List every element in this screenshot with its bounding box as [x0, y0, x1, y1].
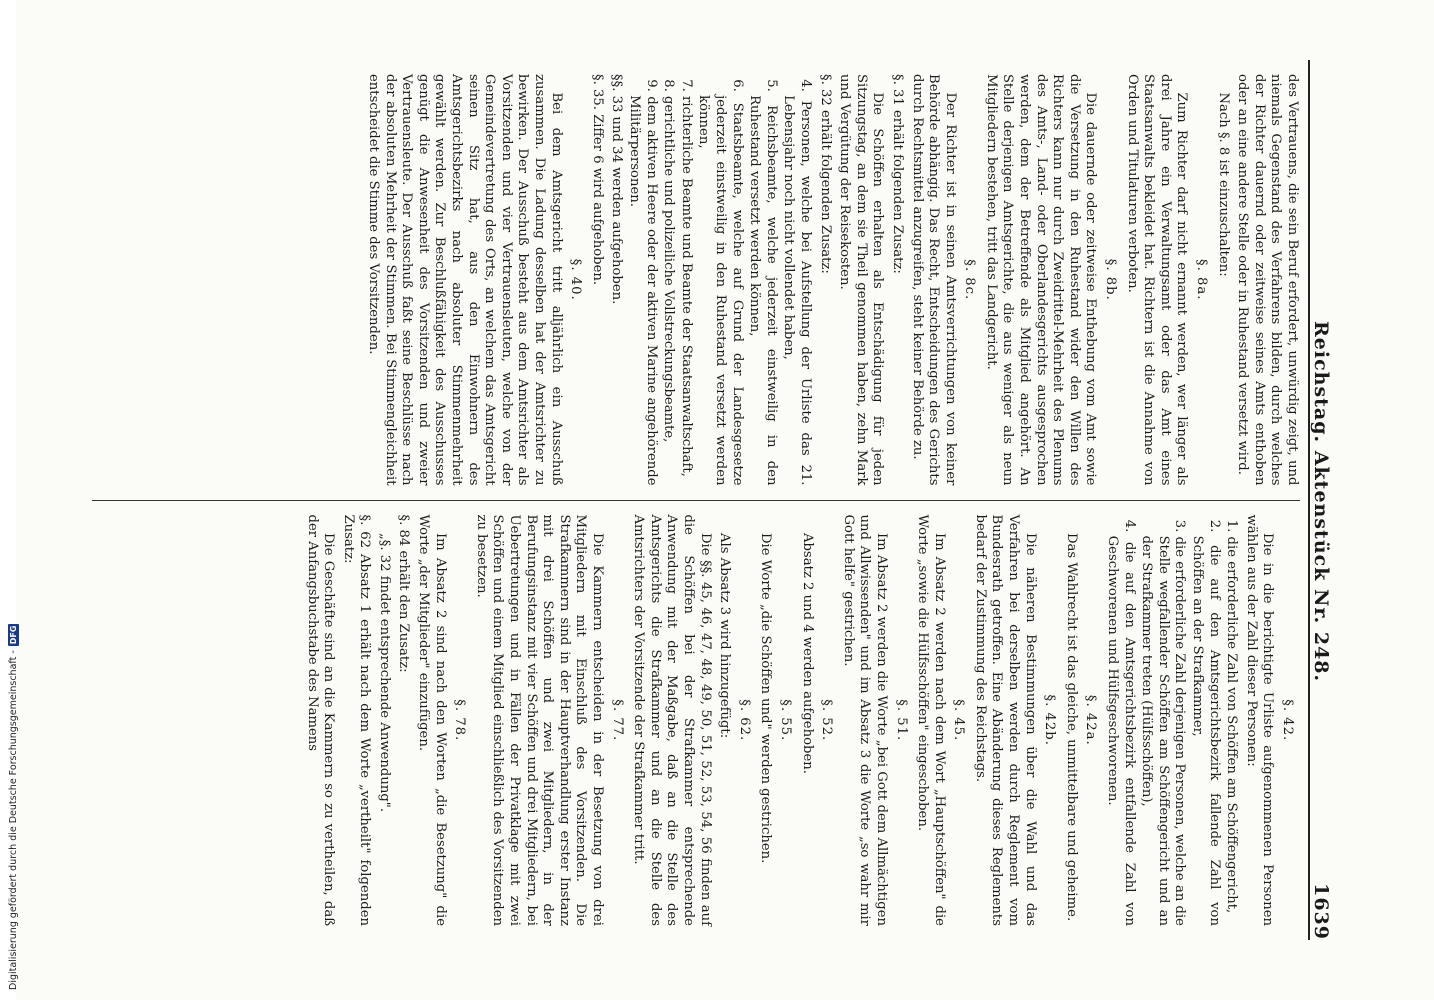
- section-heading: §. 51.: [893, 699, 909, 742]
- digitization-credit: [8, 624, 19, 990]
- list-item: 8. gerichtliche und polizeiliche Vollstreckungsbeamte,: [661, 79, 677, 443]
- list-item: 6. Staatsbeamte, welche auf Grund der Landesgesetze jederzeit einstweilig in den Ruhestand versetzt werden können,: [696, 79, 745, 486]
- paragraph: Die Kammern entscheiden in der Besetzung von drei Mitgliedern mit Einschluß des Vorsitzenden. Die Strafkammern sind in der Hauptverhandlung erster Instanz mit drei Schöffen und zwei Mitgliedern, in der Berufungsinstanz mit vier Schöffen und drei Mitgliedern, bei Uebertretungen und in Fällen der Privatklage mit zwei Schöffen und einem Mitglied einschließlich des Vorsitzenden zu besetzen.: [473, 514, 606, 926]
- paragraph: Die dauernde oder zeitweise Enthebung vom Amt sowie die Versetzung in den Ruhestand wider den Willen des Richters kann nur durch Zweidrittel-Mehrheit des Plenums des Amts-, Land- oder Oberlandesgerichts ausgesprochen werden, dem der Betreffende als Mitglied angehört. An Stelle derjenigen Amtsgerichte, die aus weniger als neun Mitgliedern bestehen, tritt das Landgericht.: [983, 74, 1099, 486]
- page-number: 1639: [1310, 883, 1332, 940]
- page-content-rotated: [72, 30, 1362, 970]
- paragraph: Der Richter ist in seinen Amtsverrichtungen von keiner Behörde abhängig. Das Recht, Entscheidungen des Gerichts durch Rechtsmittel anzugreifen, steht keiner Behörde zu.: [909, 74, 958, 486]
- paragraph: §. 35. Ziffer 6 wird aufgehoben.: [589, 74, 605, 286]
- page-title: Reichstag. Aktenstück Nr. 248.: [1310, 320, 1332, 683]
- paragraph: Im Absatz 2 werden die Worte „bei Gott dem Allmächtigen und Allwissenden" und im Absatz 3 die Worte „so wahr mir Gott helfe" gestrichen.: [840, 514, 889, 926]
- paragraph: „§. 32 findet entsprechende Anwendung".: [376, 532, 392, 813]
- section-heading: §. 77.: [609, 699, 625, 742]
- paragraph: Absatz 2 und 4 werden aufgehoben.: [799, 532, 815, 774]
- paragraph: Die näheren Bestimmungen über die Wahl und das Verfahren bei derselben werden durch Reglement vom Bundesrath getroffen. Eine Abänderung dieses Reglements bedarf der Zustimmung des Reichstags.: [972, 514, 1038, 926]
- paragraph: Bei dem Amtsgericht tritt alljährlich ein Ausschuß zusammen. Die Ladung desselben hat der Amtsrichter zu bewirken. Der Ausschuß besteht aus dem Amtsrichter als Vorsitzenden und vier Vertrauensleuten, welche von der Gemeindevertretung des Orts, an welchem das Amtsgericht seinen Sitz hat, aus den Einwohnern des Amtsgerichtsbezirks nach absoluter Stimmenmehrheit gewählt werden. Zur Beschlußfähigkeit des Ausschusses genügt die Anwesenheit des Vorsitzenden und zweier Vertrauensleute. Der Ausschuß faßt seine Beschlüsse nach der absoluten Mehrheit der Stimmen. Bei Stimmengleichheit entscheidet die Stimme des Vorsitzenden.: [366, 74, 564, 486]
- list-item: 9. dem aktiven Heere oder der aktiven Marine angehörende Militärpersonen.: [627, 79, 659, 486]
- section-heading: §. 45.: [951, 699, 967, 742]
- section-heading: §. 78.: [452, 699, 468, 742]
- section-heading: §. 62.: [736, 699, 752, 742]
- paragraph: §. 32 erhält folgenden Zusatz:: [817, 74, 833, 274]
- paragraph: Im Absatz 2 sind nach den Worten „die Besetzung" die Worte „der Mitglieder" einzufügen.: [416, 514, 448, 926]
- section-heading: §. 8b.: [1103, 258, 1119, 301]
- list-item: 4. die auf den Amtsgerichtsbezirk entfallende Zahl von Geschworenen und Hülfsgeschworenen.: [1105, 519, 1137, 926]
- paragraph: §. 62 Absatz 1 erhält nach dem Worte „vertheilt" folgenden Zusatz:: [340, 514, 373, 926]
- list-item: 4. Personen, welche bei Aufstellung der Urliste das 21. Lebensjahr noch nicht vollendet haben,: [781, 79, 813, 486]
- paragraph: Als Absatz 3 wird hinzugefügt:: [717, 532, 733, 739]
- paragraph: §§. 33 und 34 werden aufgehoben.: [609, 74, 625, 305]
- left-column: [92, 60, 1300, 500]
- right-column: [92, 500, 1300, 941]
- digitization-credit-bar: [0, 0, 19, 1000]
- list-item: 7. richterliche Beamte und Beamte der Staatsanwaltschaft,: [678, 79, 694, 477]
- list-item: 2. die auf den Amtsgerichtsbezirk fallende Zahl von Schöffen an der Strafkammer,: [1190, 519, 1222, 926]
- section-heading: §. 42a.: [1083, 694, 1099, 746]
- paragraph: Die in die berichtigte Urliste aufgenommenen Personen wählen aus der Zahl dieser Personen:: [1243, 514, 1276, 926]
- paragraph: Das Wahlrecht ist das gleiche, unmittelbare und geheime.: [1063, 532, 1079, 922]
- section-heading: §. 55.: [777, 699, 793, 742]
- section-heading: §. 52.: [819, 699, 835, 742]
- section-heading: §. 42.: [1280, 699, 1295, 742]
- paragraph: Im Absatz 2 werden nach dem Wort „Hauptschöffen" die Worte „sowie die Hülfsschöffen" eingeschoben.: [915, 514, 947, 926]
- page-header: [1308, 60, 1350, 940]
- paragraph: des Vertrauens, die sein Beruf erfordert, unwürdig zeigt, und niemals Gegenstand des Verfahrens bilden, durch welches der Richter dauernd oder zeitweise seines Amts enthoben oder an eine andere Stelle oder in Ruhestand versetzt wird.: [1235, 74, 1300, 486]
- text-columns: [92, 60, 1300, 940]
- list-item: 3. die erforderliche Zahl derjenigen Personen, welche an die Stelle wegfallender Schöffen am Schöffengericht und an der Strafkammer treten (Hülfsschöffen),: [1139, 519, 1188, 926]
- paragraph: Die §§. 45, 46, 47, 48, 49, 50, 51, 52, 53, 54, 56 finden auf die Schöffen bei der Strafkammer entsprechende Anwendung mit der Maßgabe, daß an die Stelle des Amtsgerichts die Strafkammer und an die Stelle des Amtsrichters der Vorsitzende der Strafkammer tritt.: [631, 514, 713, 926]
- paragraph: Zum Richter darf nicht ernannt werden, wer länger als drei Jahre ein Verwaltungsamt oder das Amt eines Staatsanwalts bekleidet hat. Richtern ist die Annahme von Orden und Titulaturen verboten.: [1124, 74, 1190, 486]
- list-item: 5. Reichsbeamte, welche jederzeit einstweilig in den Ruhestand versetzt werden können,: [747, 79, 779, 486]
- section-heading: §. 40.: [568, 258, 584, 301]
- dfg-logo: DFG: [9, 625, 18, 645]
- list-item: 1. die erforderliche Zahl von Schöffen am Schöffengericht,: [1224, 519, 1240, 914]
- paragraph: Die Schöffen erhalten als Entschädigung für jeden Sitzungstag, an dem sie Theil genommen haben, zehn Mark und Vergütung der Reisekosten.: [837, 74, 886, 486]
- paragraph: §. 31 erhält folgenden Zusatz:: [889, 74, 905, 274]
- paragraph: Nach §. 8 ist einzuschalten:: [1215, 92, 1231, 277]
- paragraph: §. 84 erhält den Zusatz:: [396, 514, 412, 673]
- paragraph: Die Worte „die Schöffen und" werden gestrichen.: [758, 532, 774, 864]
- credit-text: Digitalisierung gefördert durch die Deutsche Forschungsgemeinschaft -: [8, 650, 19, 990]
- section-heading: §. 8a.: [1194, 259, 1210, 301]
- section-heading: §. 42b.: [1042, 694, 1058, 746]
- section-heading: §. 8c.: [962, 259, 978, 301]
- paragraph: Die Geschäfte sind an die Kammern so zu vertheilen, daß der Anfangsbuchstabe des Namens: [304, 514, 337, 926]
